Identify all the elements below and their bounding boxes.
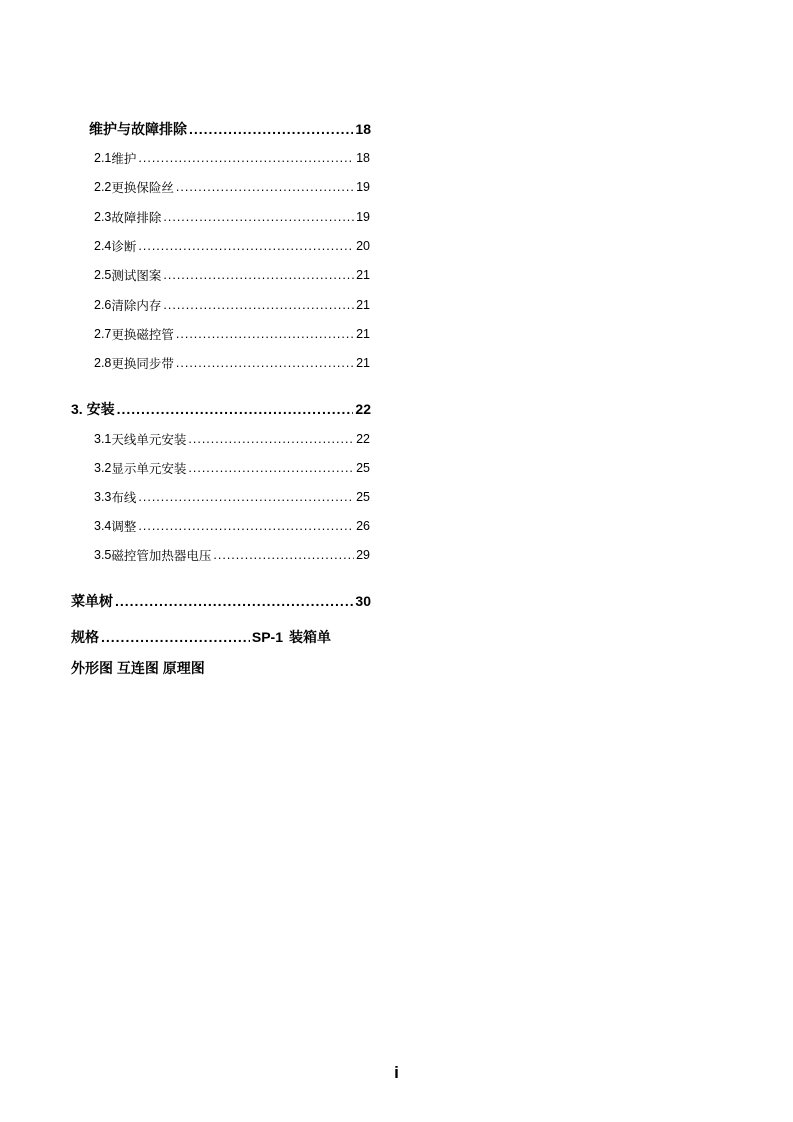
toc-entry-title: 更换磁控管 bbox=[111, 328, 174, 342]
toc-entry-3-5[interactable] bbox=[94, 545, 370, 565]
toc-entry-maintenance[interactable] bbox=[89, 119, 371, 139]
dot-leader bbox=[163, 268, 354, 282]
toc-entry-number: 2.6 bbox=[94, 298, 112, 312]
toc-entry-page: 25 bbox=[356, 490, 370, 504]
toc-entry-title: 调整 bbox=[111, 520, 137, 534]
dot-leader bbox=[101, 629, 250, 645]
toc-entry-2-6[interactable] bbox=[94, 295, 370, 315]
toc-entry-title: 规格 bbox=[71, 629, 99, 645]
toc-entry-suffix: 装箱单 bbox=[289, 629, 331, 645]
toc-entry-page: SP-1 bbox=[251, 629, 283, 645]
dot-leader bbox=[213, 548, 354, 562]
toc-entry-title: 菜单树 bbox=[71, 593, 113, 609]
dot-leader bbox=[176, 327, 354, 341]
dot-leader bbox=[188, 432, 354, 446]
dot-leader bbox=[138, 490, 354, 504]
toc-entry-number: 2.2 bbox=[94, 180, 112, 194]
toc-entry-title: 故障排除 bbox=[111, 211, 162, 225]
toc-entry-title: 更换保险丝 bbox=[111, 181, 174, 195]
toc-entry-number: 3.3 bbox=[94, 490, 112, 504]
toc-entry-page: 26 bbox=[356, 519, 370, 533]
toc-entry-page: 20 bbox=[356, 239, 370, 253]
toc-entry-title: 显示单元安装 bbox=[111, 462, 187, 476]
toc-entry-page: 22 bbox=[356, 432, 370, 446]
toc-entry-title: 磁控管加热器电压 bbox=[111, 549, 212, 563]
toc-entry-2-3[interactable] bbox=[94, 207, 370, 227]
toc-entry-drawings[interactable]: 外形图 互连图 原理图 bbox=[71, 660, 205, 676]
toc-entry-number: 2.3 bbox=[94, 210, 112, 224]
toc-entry-page: 22 bbox=[355, 401, 371, 417]
toc-entry-installation[interactable] bbox=[71, 399, 371, 419]
toc-entry-title: 诊断 bbox=[111, 240, 137, 254]
toc-entry-title: 天线单元安装 bbox=[111, 433, 187, 447]
toc-entry-menu-tree[interactable] bbox=[71, 591, 371, 611]
dot-leader bbox=[163, 210, 354, 224]
toc-entry-number: 3.5 bbox=[94, 548, 112, 562]
toc-entry-2-8[interactable] bbox=[94, 353, 370, 373]
toc-entry-number: 2.8 bbox=[94, 356, 112, 370]
toc-entry-page: 18 bbox=[355, 121, 371, 137]
dot-leader bbox=[115, 593, 353, 609]
toc-entry-page: 21 bbox=[356, 327, 370, 341]
dot-leader bbox=[189, 121, 353, 137]
toc-entry-2-1[interactable] bbox=[94, 148, 370, 168]
toc-entry-title: 维护与故障排除 bbox=[89, 121, 187, 137]
toc-entry-3-3[interactable] bbox=[94, 487, 370, 507]
toc-entry-page: 21 bbox=[356, 356, 370, 370]
toc-entry-3-2[interactable] bbox=[94, 458, 370, 478]
toc-entry-number: 2.7 bbox=[94, 327, 112, 341]
toc-entry-page: 21 bbox=[356, 268, 370, 282]
toc-entry-page: 29 bbox=[356, 548, 370, 562]
toc-entry-title: 更换同步带 bbox=[111, 357, 174, 371]
toc-entry-2-5[interactable] bbox=[94, 265, 370, 285]
toc-entry-3-4[interactable] bbox=[94, 516, 370, 536]
toc-entry-2-2[interactable] bbox=[94, 177, 370, 197]
dot-leader bbox=[117, 401, 354, 417]
dot-leader bbox=[188, 461, 354, 475]
toc-entry-page: 19 bbox=[356, 210, 370, 224]
toc-entry-number: 2.5 bbox=[94, 268, 112, 282]
toc-entry-2-4[interactable] bbox=[94, 236, 370, 256]
dot-leader bbox=[138, 151, 354, 165]
dot-leader bbox=[176, 356, 354, 370]
toc-entry-specs[interactable] bbox=[71, 627, 331, 647]
toc-entry-3-1[interactable] bbox=[94, 429, 370, 449]
toc-entry-page: 18 bbox=[356, 151, 370, 165]
toc-entry-title: 维护 bbox=[111, 152, 137, 166]
toc-entry-2-7[interactable] bbox=[94, 324, 370, 344]
toc-entry-number: 3.1 bbox=[94, 432, 112, 446]
dot-leader bbox=[163, 298, 354, 312]
toc-entry-page: 30 bbox=[355, 593, 371, 609]
toc-entry-number: 3.4 bbox=[94, 519, 112, 533]
toc-entry-title: 布线 bbox=[111, 491, 137, 505]
toc-entry-number: 2.1 bbox=[94, 151, 112, 165]
toc-entry-title: 3. 安装 bbox=[71, 401, 115, 417]
page-number: i bbox=[394, 1063, 399, 1082]
dot-leader bbox=[176, 180, 354, 194]
toc-entry-page: 25 bbox=[356, 461, 370, 475]
toc-entry-number: 2.4 bbox=[94, 239, 112, 253]
dot-leader bbox=[138, 239, 354, 253]
toc-entry-page: 19 bbox=[356, 180, 370, 194]
dot-leader bbox=[138, 519, 354, 533]
toc-entry-page: 21 bbox=[356, 298, 370, 312]
toc-entry-number: 3.2 bbox=[94, 461, 112, 475]
toc-entry-title: 清除内存 bbox=[111, 299, 162, 313]
toc-entry-title: 测试图案 bbox=[111, 269, 162, 283]
